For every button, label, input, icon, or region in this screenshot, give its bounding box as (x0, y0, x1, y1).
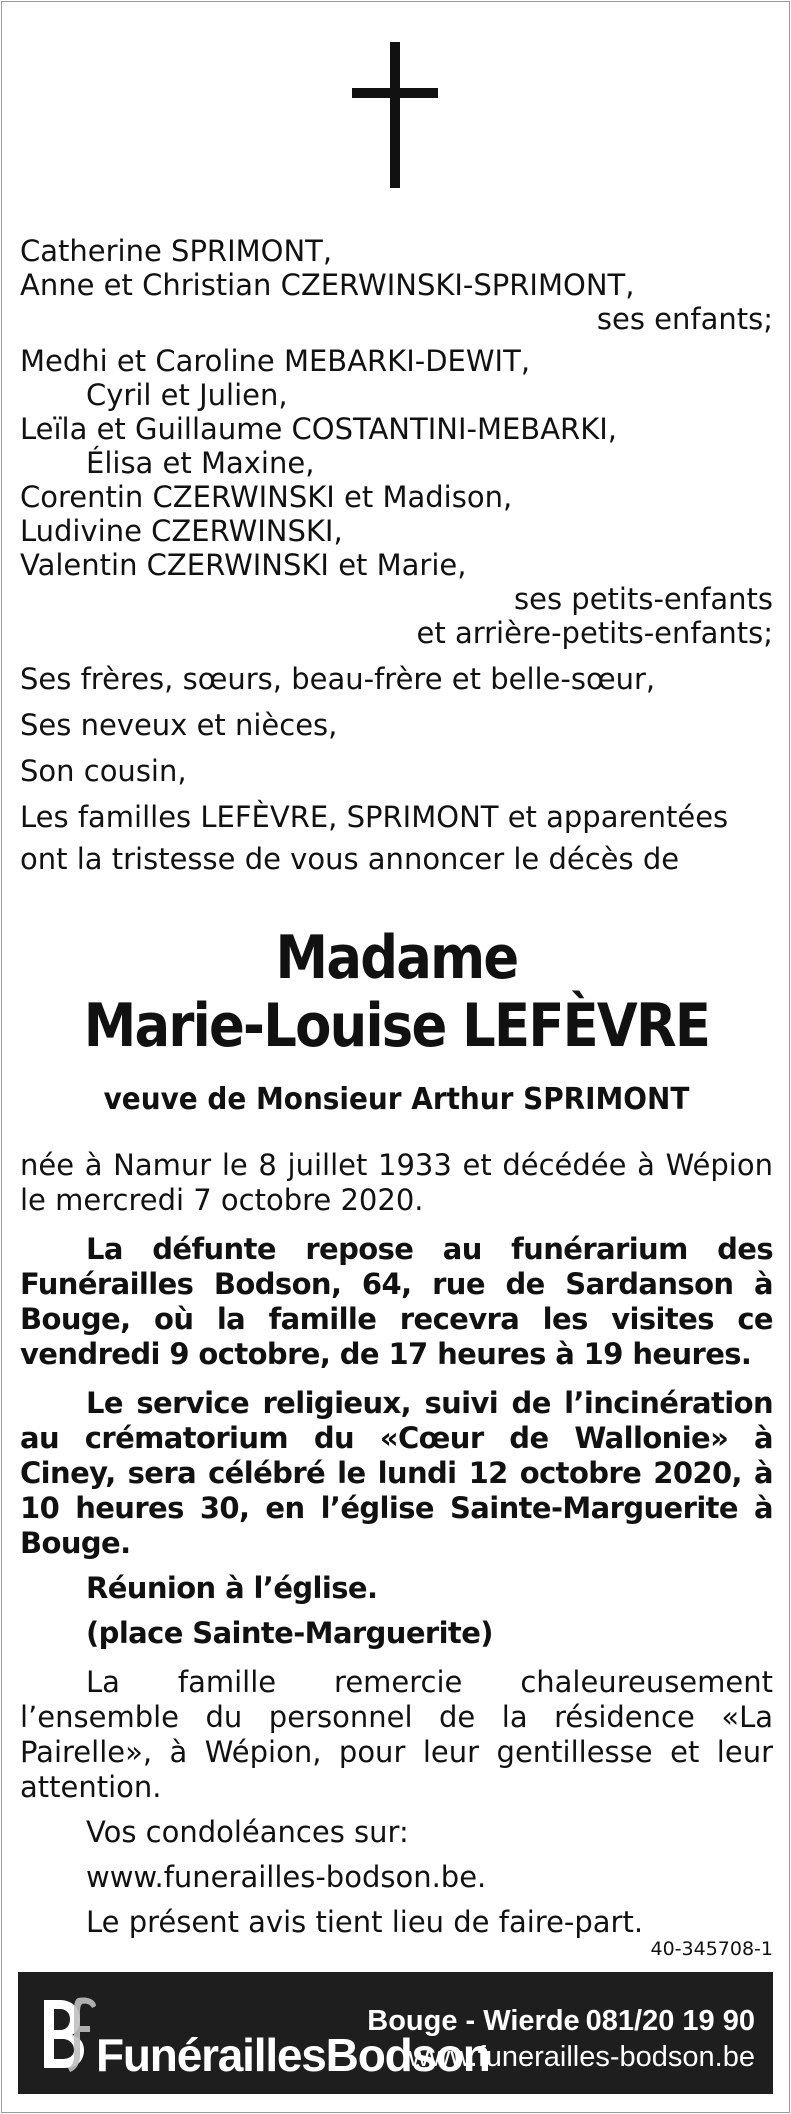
announcement-line: ont la tristesse de vous annoncer le décès de (20, 842, 680, 876)
birth-death-paragraph: née à Namur le 8 juillet 1933 et décédée à Wépion le mercredi 7 octobre 2020. (20, 1148, 773, 1217)
widow-of-line: veuve de Monsieur Arthur SPRIMONT (103, 1082, 690, 1117)
deceased-name-block (20, 924, 773, 1120)
great-grandchild-names: Élisa et Maxine, (86, 446, 315, 480)
great-grandchild-names: Cyril et Julien, (86, 378, 288, 412)
service-paragraph: Le service religieux, suivi de l’incinération au crématorium du «Cœur de Wallonie» à Ciney, sera célébré le lundi 12 octobre 2020, à 10 heures 30, en l’église Sainte-Marguerite à Bouge. (20, 1386, 773, 1560)
website-link[interactable]: www.funerailles-bodson.be (408, 2041, 755, 2073)
place-line: (place Sainte-Marguerite) (86, 1616, 493, 1650)
funerarium-paragraph: La défunte repose au funérarium des Funérailles Bodson, 64, rue de Sardanson à Bouge, où la famille recevra les visites ce vendredi 9 octobre, de 17 heures à 19 heures. (20, 1232, 773, 1371)
locations: Bouge - Wierde (367, 2005, 580, 2037)
relatives-line: Ses neveux et nièces, (20, 708, 338, 742)
reference-number: 40-345708-1 (650, 1938, 773, 1960)
grandchild-name: Corentin CZERWINSKI et Madison, (20, 480, 513, 514)
meeting-line: Réunion à l’église. (86, 1571, 378, 1605)
obituary-notice (1, 1, 790, 2113)
bodson-bf-logo-icon (34, 1992, 98, 2076)
notice-details (20, 1148, 773, 1940)
phone-number[interactable]: 081/20 19 90 (585, 2005, 755, 2037)
funeral-home-banner (18, 1972, 773, 2094)
notice-line: Le présent avis tient lieu de faire-part. (86, 1905, 644, 1939)
family-list (20, 234, 773, 1940)
child-name: Anne et Christian CZERWINSKI-SPRIMONT, (20, 268, 635, 302)
great-grandchildren-label: et arrière-petits-enfants; (416, 616, 773, 650)
contact-info (367, 2004, 755, 2074)
cross-icon (352, 42, 438, 188)
child-name: Catherine SPRIMONT, (20, 234, 333, 268)
relatives-line: Ses frères, sœurs, beau-frère et belle-sœur, (20, 662, 656, 696)
grandchild-name: Ludivine CZERWINSKI, (20, 514, 343, 548)
relatives-line: Les familles LEFÈVRE, SPRIMONT et apparentées (20, 800, 729, 834)
deceased-name: Marie-Louise LEFÈVRE (83, 991, 710, 1061)
grandchild-name: Medhi et Caroline MEBARKI-DEWIT, (20, 344, 531, 378)
relatives-line: Son cousin, (20, 754, 187, 788)
thanks-paragraph: La famille remercie chaleureusement l’ensemble du personnel de la résidence «La Pairelle», à Wépion, pour leur gentillesse et leur attention. (20, 1665, 773, 1804)
condolences-label: Vos condoléances sur: (86, 1815, 409, 1849)
grandchild-name: Leïla et Guillaume COSTANTINI-MEBARKI, (20, 412, 617, 446)
grandchild-name: Valentin CZERWINSKI et Marie, (20, 548, 467, 582)
deceased-title: Madame (275, 923, 518, 993)
condolences-link[interactable]: www.funerailles-bodson.be. (86, 1860, 487, 1894)
grandchildren-label: ses petits-enfants (514, 582, 773, 616)
children-label: ses enfants; (596, 302, 773, 336)
brand-name: FunéraillesBodson (96, 2029, 490, 2081)
